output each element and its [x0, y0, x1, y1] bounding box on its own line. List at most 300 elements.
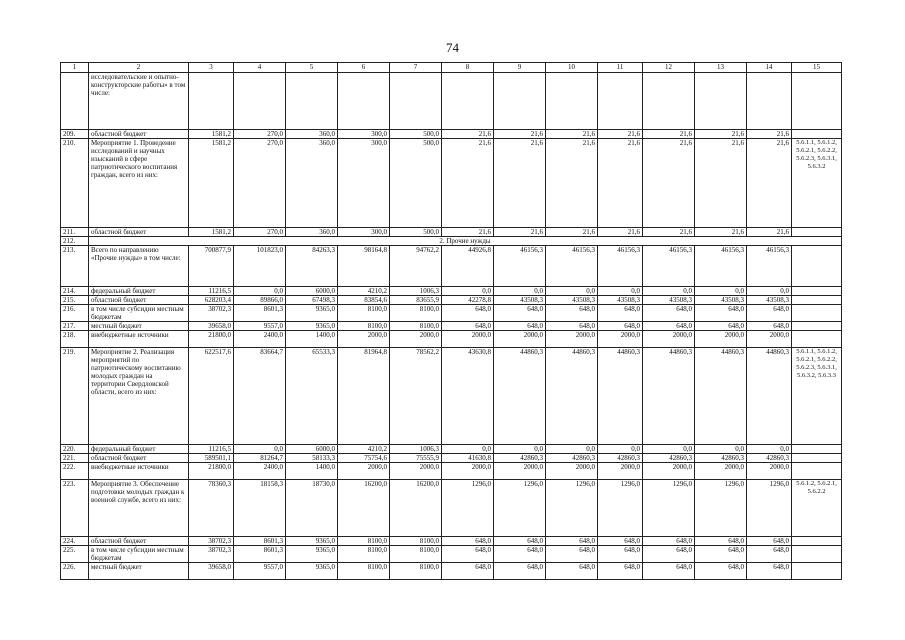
row-label: областной бюджет	[89, 537, 189, 546]
row-label: внебюджетные источники	[89, 331, 189, 348]
value-cell: 648,0	[494, 305, 546, 322]
row-number: 214.	[61, 287, 89, 296]
row-label: Мероприятие 2. Реализация мероприятий по патриотическому воспитанию молодых граждан на территории Свердловской области, всего из них:	[89, 348, 189, 445]
value-cell: 9365,0	[286, 563, 338, 580]
value-cell: 500,0	[390, 130, 442, 139]
value-cell: 1296,0	[546, 480, 598, 537]
column-header: 1	[61, 63, 89, 73]
column-header: 2	[89, 63, 189, 73]
row-number	[61, 73, 89, 130]
value-cell: 300,0	[338, 139, 390, 228]
value-cell: 58133,3	[286, 454, 338, 463]
row-label: Мероприятие 3. Обеспечение подготовки молодых граждан к военной службе, всего из них:	[89, 480, 189, 537]
value-cell: 8100,0	[390, 305, 442, 322]
target-reference	[792, 73, 842, 130]
value-cell: 648,0	[546, 322, 598, 331]
value-cell: 2400,0	[234, 463, 286, 480]
value-cell: 21,6	[695, 228, 747, 237]
value-cell: 700877,9	[189, 246, 234, 287]
value-cell: 8601,3	[234, 546, 286, 563]
column-header: 13	[695, 63, 747, 73]
value-cell: 43508,3	[643, 296, 695, 305]
value-cell: 9365,0	[286, 537, 338, 546]
value-cell: 8100,0	[338, 305, 390, 322]
value-cell: 622517,6	[189, 348, 234, 445]
value-cell: 21,6	[643, 228, 695, 237]
value-cell: 1296,0	[442, 480, 494, 537]
value-cell: 0,0	[747, 287, 792, 296]
value-cell: 83664,7	[234, 348, 286, 445]
row-label: федеральный бюджет	[89, 287, 189, 296]
value-cell	[390, 73, 442, 130]
target-reference: 5.6.1.1, 5.6.1.2, 5.6.2.1, 5.6.2.2, 5.6.2.3, 5.6.3.1, 5.6.3.2	[792, 139, 842, 228]
value-cell: 38702,3	[189, 546, 234, 563]
value-cell: 648,0	[546, 546, 598, 563]
target-reference	[792, 305, 842, 322]
row-label: Мероприятие 1. Проведение исследований и научных изысканий в сфере патриотического воспитания граждан, всего из них:	[89, 139, 189, 228]
value-cell: 1296,0	[598, 480, 643, 537]
row-number: 226.	[61, 563, 89, 580]
value-cell: 648,0	[598, 305, 643, 322]
value-cell: 94762,2	[390, 246, 442, 287]
value-cell: 0,0	[598, 287, 643, 296]
value-cell: 2000,0	[546, 331, 598, 348]
value-cell: 2000,0	[338, 463, 390, 480]
value-cell	[338, 73, 390, 130]
row-label: областной бюджет	[89, 296, 189, 305]
value-cell: 6000,0	[286, 445, 338, 454]
value-cell: 648,0	[442, 563, 494, 580]
table-row	[61, 348, 842, 445]
value-cell: 2000,0	[598, 331, 643, 348]
row-number: 219.	[61, 348, 89, 445]
value-cell: 648,0	[494, 537, 546, 546]
value-cell: 16200,0	[338, 480, 390, 537]
table-row	[61, 445, 842, 454]
value-cell: 0,0	[546, 445, 598, 454]
value-cell: 21,6	[494, 130, 546, 139]
value-cell: 648,0	[442, 537, 494, 546]
value-cell: 648,0	[695, 305, 747, 322]
table-row	[61, 480, 842, 537]
value-cell: 648,0	[747, 305, 792, 322]
row-number: 215.	[61, 296, 89, 305]
value-cell: 648,0	[747, 546, 792, 563]
value-cell: 648,0	[598, 322, 643, 331]
value-cell: 2000,0	[546, 463, 598, 480]
row-number: 216.	[61, 305, 89, 322]
value-cell: 38702,3	[189, 305, 234, 322]
row-label: областной бюджет	[89, 454, 189, 463]
value-cell: 8100,0	[338, 537, 390, 546]
value-cell: 300,0	[338, 228, 390, 237]
row-number: 212.	[61, 237, 89, 246]
column-header: 8	[442, 63, 494, 73]
value-cell: 0,0	[234, 287, 286, 296]
row-label: федеральный бюджет	[89, 445, 189, 454]
value-cell: 1296,0	[494, 480, 546, 537]
value-cell: 41630,8	[442, 454, 494, 463]
target-reference	[792, 331, 842, 348]
value-cell: 43508,3	[598, 296, 643, 305]
value-cell: 360,0	[286, 130, 338, 139]
value-cell: 648,0	[598, 537, 643, 546]
value-cell: 648,0	[598, 546, 643, 563]
value-cell: 21,6	[598, 139, 643, 228]
table-row	[61, 322, 842, 331]
value-cell: 648,0	[643, 305, 695, 322]
value-cell: 1296,0	[747, 480, 792, 537]
value-cell: 44860,3	[695, 348, 747, 445]
value-cell: 83655,9	[390, 296, 442, 305]
value-cell: 0,0	[494, 445, 546, 454]
value-cell: 1296,0	[695, 480, 747, 537]
value-cell: 21,6	[643, 130, 695, 139]
value-cell: 42860,3	[695, 454, 747, 463]
target-reference	[792, 454, 842, 463]
value-cell: 2000,0	[643, 331, 695, 348]
value-cell: 75555,9	[390, 454, 442, 463]
row-number: 217.	[61, 322, 89, 331]
value-cell: 46156,3	[747, 246, 792, 287]
value-cell	[695, 73, 747, 130]
value-cell: 360,0	[286, 228, 338, 237]
value-cell: 648,0	[546, 537, 598, 546]
value-cell: 46156,3	[643, 246, 695, 287]
budget-table	[60, 62, 842, 580]
value-cell: 2000,0	[695, 331, 747, 348]
row-number: 222.	[61, 463, 89, 480]
table-row	[61, 463, 842, 480]
row-label: местный бюджет	[89, 563, 189, 580]
value-cell: 648,0	[643, 546, 695, 563]
value-cell: 21,6	[442, 228, 494, 237]
column-header: 7	[390, 63, 442, 73]
row-number: 213.	[61, 246, 89, 287]
value-cell: 648,0	[695, 322, 747, 331]
value-cell: 0,0	[442, 445, 494, 454]
value-cell: 84263,3	[286, 246, 338, 287]
row-number: 220.	[61, 445, 89, 454]
value-cell: 21,6	[546, 130, 598, 139]
target-reference	[792, 296, 842, 305]
value-cell: 8100,0	[390, 546, 442, 563]
value-cell: 2000,0	[747, 331, 792, 348]
row-number: 210.	[61, 139, 89, 228]
row-number: 221.	[61, 454, 89, 463]
value-cell: 42860,3	[598, 454, 643, 463]
value-cell: 21,6	[598, 228, 643, 237]
value-cell: 4210,2	[338, 445, 390, 454]
value-cell: 21,6	[695, 130, 747, 139]
column-header: 14	[747, 63, 792, 73]
table-row	[61, 454, 842, 463]
table-row	[61, 73, 842, 130]
target-reference	[792, 287, 842, 296]
table-row	[61, 296, 842, 305]
value-cell: 0,0	[695, 445, 747, 454]
value-cell: 648,0	[747, 322, 792, 331]
value-cell: 43508,3	[494, 296, 546, 305]
value-cell: 648,0	[643, 322, 695, 331]
section-title: 2. Прочие нужды	[89, 237, 842, 246]
value-cell: 21,6	[442, 130, 494, 139]
column-header: 12	[643, 63, 695, 73]
value-cell: 8100,0	[390, 537, 442, 546]
value-cell: 9365,0	[286, 322, 338, 331]
value-cell: 9557,0	[234, 563, 286, 580]
value-cell: 500,0	[390, 228, 442, 237]
value-cell: 39658,0	[189, 563, 234, 580]
value-cell: 2000,0	[695, 463, 747, 480]
value-cell: 39658,0	[189, 322, 234, 331]
value-cell: 2000,0	[338, 331, 390, 348]
value-cell: 18730,0	[286, 480, 338, 537]
value-cell: 81264,7	[234, 454, 286, 463]
row-label: областной бюджет	[89, 228, 189, 237]
target-reference: 5.6.1.2, 5.6.2.1, 5.6.2.2	[792, 480, 842, 537]
row-label: местный бюджет	[89, 322, 189, 331]
column-header: 5	[286, 63, 338, 73]
target-reference	[792, 463, 842, 480]
value-cell: 648,0	[643, 537, 695, 546]
value-cell: 628203,4	[189, 296, 234, 305]
value-cell	[234, 73, 286, 130]
row-label: в том числе субсидии местным бюджетам	[89, 546, 189, 563]
value-cell: 21800,0	[189, 331, 234, 348]
value-cell: 0,0	[442, 287, 494, 296]
value-cell: 46156,3	[695, 246, 747, 287]
table-row	[61, 563, 842, 580]
value-cell: 11216,5	[189, 445, 234, 454]
value-cell: 2000,0	[390, 331, 442, 348]
value-cell: 648,0	[546, 305, 598, 322]
row-number: 223.	[61, 480, 89, 537]
value-cell: 46156,3	[546, 246, 598, 287]
value-cell: 648,0	[442, 305, 494, 322]
value-cell: 42860,3	[747, 454, 792, 463]
table-row	[61, 139, 842, 228]
row-number: 211.	[61, 228, 89, 237]
value-cell: 360,0	[286, 139, 338, 228]
value-cell: 21800,0	[189, 463, 234, 480]
value-cell: 2000,0	[494, 463, 546, 480]
value-cell	[442, 73, 494, 130]
value-cell	[598, 73, 643, 130]
column-header: 6	[338, 63, 390, 73]
value-cell: 648,0	[643, 563, 695, 580]
value-cell: 44860,3	[546, 348, 598, 445]
table-row	[61, 246, 842, 287]
value-cell: 0,0	[494, 287, 546, 296]
value-cell: 18158,3	[234, 480, 286, 537]
value-cell	[494, 73, 546, 130]
value-cell: 270,0	[234, 139, 286, 228]
value-cell: 0,0	[747, 445, 792, 454]
page-number: 74	[446, 40, 459, 55]
value-cell: 2000,0	[442, 463, 494, 480]
value-cell: 0,0	[598, 445, 643, 454]
value-cell: 648,0	[695, 563, 747, 580]
value-cell: 648,0	[747, 537, 792, 546]
value-cell	[747, 73, 792, 130]
value-cell: 589501,1	[189, 454, 234, 463]
value-cell: 0,0	[643, 445, 695, 454]
table-row	[61, 228, 842, 237]
value-cell: 648,0	[494, 546, 546, 563]
value-cell: 101823,0	[234, 246, 286, 287]
row-number: 224.	[61, 537, 89, 546]
value-cell: 44860,3	[598, 348, 643, 445]
header-row	[61, 63, 842, 73]
table-row	[61, 287, 842, 296]
value-cell: 8100,0	[338, 546, 390, 563]
value-cell: 0,0	[234, 445, 286, 454]
value-cell: 2000,0	[598, 463, 643, 480]
value-cell: 42860,3	[643, 454, 695, 463]
value-cell	[546, 73, 598, 130]
value-cell: 43508,3	[747, 296, 792, 305]
value-cell: 8100,0	[390, 563, 442, 580]
value-cell: 1296,0	[643, 480, 695, 537]
value-cell: 648,0	[442, 546, 494, 563]
target-reference	[792, 228, 842, 237]
value-cell: 1400,0	[286, 463, 338, 480]
value-cell: 83854,6	[338, 296, 390, 305]
value-cell: 78360,3	[189, 480, 234, 537]
table-row	[61, 331, 842, 348]
row-label: внебюджетные источники	[89, 463, 189, 480]
value-cell: 648,0	[546, 563, 598, 580]
value-cell: 21,6	[546, 139, 598, 228]
target-reference	[792, 563, 842, 580]
value-cell: 43508,3	[695, 296, 747, 305]
value-cell: 270,0	[234, 130, 286, 139]
value-cell: 2000,0	[494, 331, 546, 348]
value-cell: 98164,8	[338, 246, 390, 287]
value-cell: 1581,2	[189, 139, 234, 228]
value-cell: 42860,3	[494, 454, 546, 463]
target-reference	[792, 130, 842, 139]
value-cell: 648,0	[695, 546, 747, 563]
target-reference	[792, 445, 842, 454]
table-row	[61, 237, 842, 246]
value-cell	[286, 73, 338, 130]
row-number: 225.	[61, 546, 89, 563]
value-cell: 21,6	[598, 130, 643, 139]
value-cell: 21,6	[546, 228, 598, 237]
value-cell: 78562,2	[390, 348, 442, 445]
value-cell: 21,6	[747, 130, 792, 139]
value-cell: 1006,3	[390, 287, 442, 296]
column-header: 3	[189, 63, 234, 73]
row-label: областной бюджет	[89, 130, 189, 139]
value-cell: 21,6	[747, 139, 792, 228]
value-cell: 648,0	[598, 563, 643, 580]
value-cell: 43508,3	[546, 296, 598, 305]
value-cell: 43630,8	[442, 348, 494, 445]
value-cell	[189, 73, 234, 130]
row-label: в том числе субсидии местным бюджетам	[89, 305, 189, 322]
value-cell: 2000,0	[643, 463, 695, 480]
value-cell: 21,6	[643, 139, 695, 228]
table-row	[61, 305, 842, 322]
value-cell: 1581,2	[189, 228, 234, 237]
column-header: 15	[792, 63, 842, 73]
value-cell: 11216,5	[189, 287, 234, 296]
value-cell: 44860,3	[494, 348, 546, 445]
value-cell: 2000,0	[442, 331, 494, 348]
value-cell: 46156,3	[598, 246, 643, 287]
table-row	[61, 546, 842, 563]
value-cell: 21,6	[494, 139, 546, 228]
value-cell: 42278,8	[442, 296, 494, 305]
value-cell: 44860,3	[643, 348, 695, 445]
value-cell: 4210,2	[338, 287, 390, 296]
value-cell: 8601,3	[234, 537, 286, 546]
value-cell: 65533,3	[286, 348, 338, 445]
table-row	[61, 537, 842, 546]
value-cell: 38702,3	[189, 537, 234, 546]
value-cell: 2000,0	[390, 463, 442, 480]
value-cell: 2400,0	[234, 331, 286, 348]
value-cell: 44926,8	[442, 246, 494, 287]
value-cell: 2000,0	[747, 463, 792, 480]
row-label: исследовательские и опытно-конструкторские работы» в том числе:	[89, 73, 189, 130]
row-label: Всего по направлению «Прочие нужды» в том числе:	[89, 246, 189, 287]
value-cell: 8100,0	[338, 322, 390, 331]
value-cell: 8601,3	[234, 305, 286, 322]
value-cell: 0,0	[643, 287, 695, 296]
value-cell: 6000,0	[286, 287, 338, 296]
value-cell: 8100,0	[338, 563, 390, 580]
value-cell: 0,0	[695, 287, 747, 296]
value-cell: 21,6	[695, 139, 747, 228]
value-cell: 648,0	[695, 537, 747, 546]
value-cell: 270,0	[234, 228, 286, 237]
value-cell: 46156,3	[494, 246, 546, 287]
value-cell: 67498,3	[286, 296, 338, 305]
target-reference	[792, 322, 842, 331]
value-cell: 1581,2	[189, 130, 234, 139]
value-cell: 300,0	[338, 130, 390, 139]
value-cell: 89866,0	[234, 296, 286, 305]
value-cell: 0,0	[546, 287, 598, 296]
value-cell: 16200,0	[390, 480, 442, 537]
value-cell	[643, 73, 695, 130]
table-row	[61, 130, 842, 139]
value-cell: 75754,6	[338, 454, 390, 463]
row-number: 209.	[61, 130, 89, 139]
value-cell: 648,0	[442, 322, 494, 331]
target-reference	[792, 546, 842, 563]
value-cell: 648,0	[747, 563, 792, 580]
value-cell: 9557,0	[234, 322, 286, 331]
target-reference	[792, 537, 842, 546]
value-cell: 1006,3	[390, 445, 442, 454]
column-header: 10	[546, 63, 598, 73]
value-cell: 8100,0	[390, 322, 442, 331]
value-cell: 648,0	[494, 563, 546, 580]
value-cell: 42860,3	[546, 454, 598, 463]
value-cell: 1400,0	[286, 331, 338, 348]
target-reference: 5.6.1.1, 5.6.1.2, 5.6.2.1, 5.6.2.2, 5.6.2.3, 5.6.3.1, 5.6.3.2, 5.6.3.3	[792, 348, 842, 445]
value-cell: 500,0	[390, 139, 442, 228]
column-header: 4	[234, 63, 286, 73]
value-cell: 9365,0	[286, 305, 338, 322]
value-cell: 648,0	[494, 322, 546, 331]
row-number: 218.	[61, 331, 89, 348]
